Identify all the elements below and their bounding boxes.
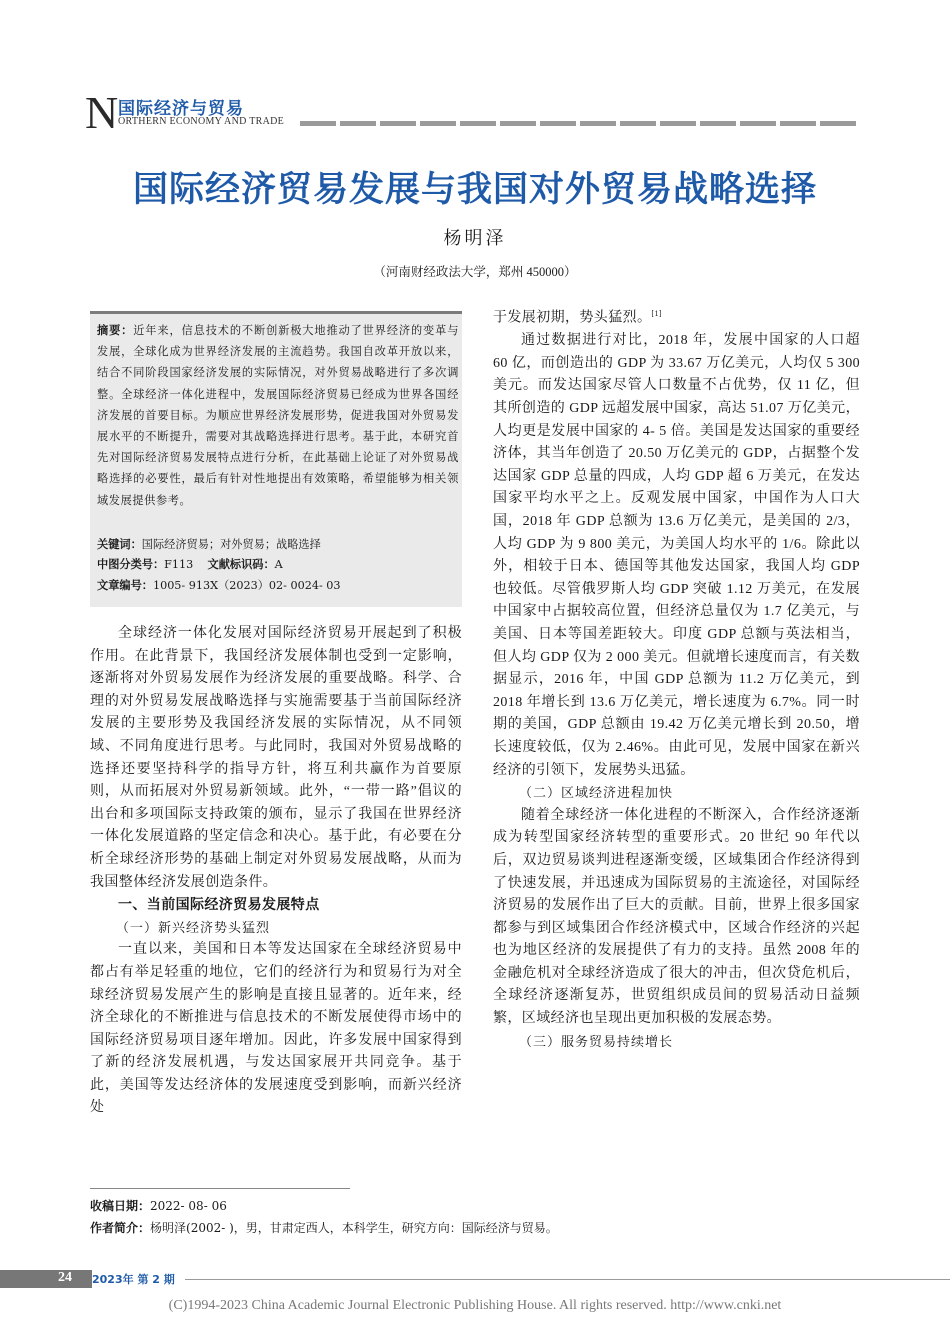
footer-rule bbox=[185, 1279, 950, 1280]
left-column bbox=[90, 623, 462, 1120]
clc-label: 中图分类号： bbox=[97, 558, 165, 571]
keywords: 国际经济贸易；对外贸易；战略选择 bbox=[141, 538, 321, 551]
paragraph-3: 随着全球经济一体化进程的不断深入，合作经济逐渐成为转型国家经济转型的重要形式。20 世纪 90 年代以后，双边贸易谈判进程逐渐变缓，区域集团合作经济得到了快速发展，并迅速成为国际贸易的主流途径，对国际经济贸易的发展作出了巨大的贡献。目前，世界上很多国家都参与到区域集团合作经济模式中，区域合作经济的兴起也为地区经济的发展提供了有力的支持。虽然 2008 年的金融危机对全球经济造成了很大的冲击，但次贷危机后，全球经济逐渐复苏，世贸组织成员间的贸易活动日益频繁，区域经济也呈现出更加积极的发展态势。 bbox=[493, 807, 860, 1027]
copyright-notice: (C)1994-2023 China Academic Journal Electronic Publishing House. All rights reserved. http://www.cnki.net bbox=[168, 1298, 782, 1313]
author-affiliation: （河南财经政法大学，郑州 450000） bbox=[373, 265, 577, 279]
abstract-label: 摘要： bbox=[97, 324, 134, 337]
paragraph-2: 通过数据进行对比，2018 年，发展中国家的人口超 60 亿，而创造出的 GDP 为 33.67 万亿美元，人均仅 5 300 美元。而发达国家尽管人口数量不占优势，仅 11 亿，但其所创造的 GDP 远超发展中国家，高达 51.07 万亿美元，人均更是发展中国家的 4- 5 倍。美国是发达国家的重要经济体，其当年创造了 20.50 万亿美元的 GDP，占据整个发达国家 GDP 总量的四成，人均 GDP 超 6 万美元，在发达国家平均水平之上。反观发展中国家，中国作为人口大国，2018 年 GDP 总额为 13.6 万亿美元，是美国的 2/3，人均 GDP 为 9 800 美元，为美国人均水平的 1/6。除此以外，相较于日本、德国等其他发达国家，我国人均 GDP 也较低。尽管俄罗斯人均 GDP 突破 1.12 万美元，在发展中国家中占据较高位置，但经济总量仅为 1.7 亿美元，与美国、日本等国差距较大。印度 GDP 总额与英法相当，但人均 GDP 仅为 2 000 美元。但就增长速度而言，有关数据显示，2016 年，中国 GDP 总额为 11.2 万亿美元，到 2018 年增长到 13.6 万亿美元，增长速度为 6.7%。同一时期的美国，GDP 总额由 19.42 万亿美元增长到 20.50，增长速度较低，仅为 2.46%。由此可见，发展中国家在新兴经济的引领下，发展势头迅猛。 bbox=[493, 333, 860, 778]
subsection-heading-2: （二）区域经济进程加快 bbox=[519, 785, 674, 801]
paragraph-1: 一直以来，美国和日本等发达国家在全球经济贸易中都占有举足轻重的地位，它们的经济行为和贸易行为对全球经济贸易发展产生的影响是直接且显著的。近年来，经济全球化的不断推进与信息技术的不断发展使得市场中的国际经济贸易项目逐年增加。因此，许多发展中国家得到了新的经济发展机遇，与发达国家展开共同竞争。基于此，美国等发达经济体的发展速度受到影响，而新兴经济处 bbox=[90, 942, 462, 1116]
abstract-text: 近年来，信息技术的不断创新极大地推动了世界经济的变革与发展，全球化成为世界经济发展的主流趋势。我国自改革开放以来，结合不同阶段国家经济发展的实际情况，对外贸易战略进行了多次调整。全球经济一体化进程中，发展国际经济贸易已经成为世界各国经济发展的首要目标。为顺应世界经济发展形势，促进我国对外贸易发展水平的不断提升，需要对其战略选择进行思考。基于此，本研究首先对国际经济贸易发展特点进行分析，在此基础上论证了对外贸易战略选择的必要性，最后有针对性地提出有效策略，希望能够为相关领域发展提供参考。 bbox=[97, 324, 459, 507]
section-title-en: ORTHERN ECONOMY AND TRADE bbox=[118, 116, 285, 127]
article-title: 国际经济贸易发展与我国对外贸易战略选择 bbox=[132, 170, 817, 210]
header-rule bbox=[300, 121, 860, 126]
received-date: 收稿日期：2022- 08- 06 bbox=[90, 1199, 227, 1213]
subsection-heading-1: （一）新兴经济势头猛烈 bbox=[116, 919, 271, 935]
clc-code: F113 bbox=[164, 558, 194, 571]
journal-logo-letter: N bbox=[85, 87, 119, 138]
article-number-line bbox=[97, 576, 341, 596]
doc-code: A bbox=[274, 558, 283, 571]
continued-text: 于发展初期，势头猛烈。[1] bbox=[493, 309, 662, 326]
article-number: 1005- 913X（2023）02- 0024- 03 bbox=[152, 579, 341, 592]
keywords-label: 关键词： bbox=[97, 538, 142, 551]
page-number-bar bbox=[0, 1270, 92, 1288]
keywords-line bbox=[97, 535, 321, 555]
right-column bbox=[493, 303, 860, 1053]
classification-line bbox=[97, 555, 283, 575]
section-title-cn: 国际经济与贸易 bbox=[118, 99, 244, 119]
page-number: 24 bbox=[58, 1270, 72, 1285]
abstract bbox=[97, 320, 459, 511]
article-number-label: 文章编号： bbox=[97, 579, 153, 592]
citation-1: [1] bbox=[651, 309, 662, 318]
received-label: 收稿日期： bbox=[90, 1199, 151, 1213]
author-bio-label: 作者简介： bbox=[90, 1221, 151, 1235]
issue-label: 2023年 第 2 期 bbox=[92, 1273, 175, 1286]
section-heading-1: 一、当前国际经济贸易发展特点 bbox=[118, 897, 320, 914]
subsection-heading-3: （三）服务贸易持续增长 bbox=[519, 1033, 674, 1049]
footnote-rule bbox=[90, 1188, 350, 1189]
doc-code-label: 文献标识码： bbox=[207, 558, 275, 571]
intro-paragraph: 全球经济一体化发展对国际经济贸易开展起到了积极作用。在此背景下，我国经济发展体制也受到一定影响，逐渐将对外贸易发展作为经济发展的重要战略。科学、合理的对外贸易发展战略选择与实施需要基于当前国际经济发展的主要形势及我国经济发展的实际情况，从不同领域、不同角度进行思考。与此同时，我国对外贸易战略的选择还要坚持科学的指导方针，将互利共赢作为首要原则，从而拓展对外贸易新领域。此外，“一带一路”倡议的出台和多项国际支持政策的颁布，显示了我国在世界经济一体化发展道路的坚定信念和决心。基于此，有必要在分析全球经济形势的基础上制定对外贸易发展战略，从而为我国整体经济发展创造条件。 bbox=[90, 626, 462, 890]
author-name: 杨明泽 bbox=[443, 228, 507, 249]
author-bio: 作者简介：杨明泽(2002- )，男，甘肃定西人，本科学生，研究方向：国际经济与贸易。 bbox=[90, 1221, 558, 1235]
